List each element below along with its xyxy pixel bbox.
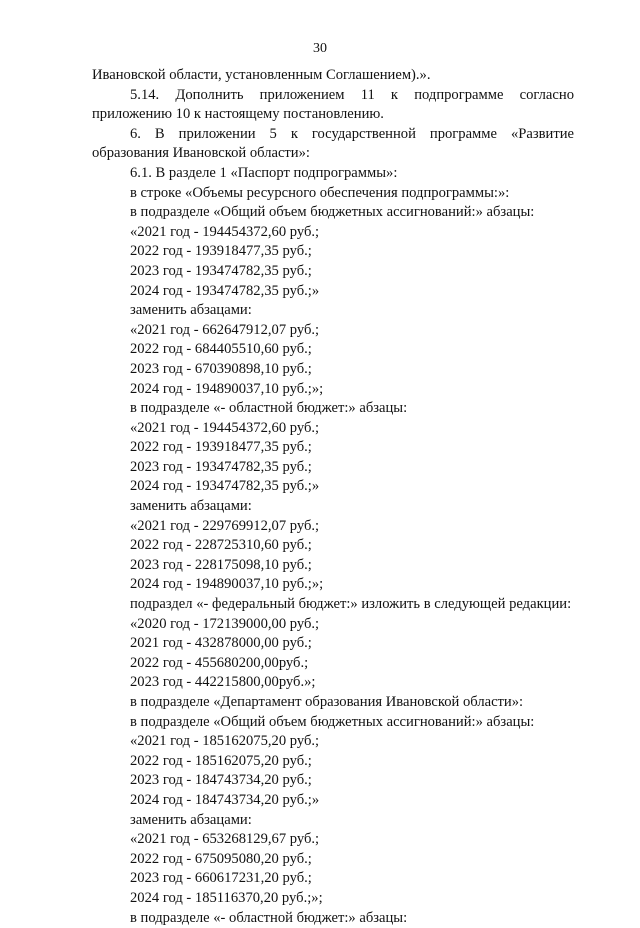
paragraph: «2021 год - 653268129,67 руб.; bbox=[130, 831, 320, 848]
paragraph: «2021 год - 194454372,60 руб.; bbox=[130, 223, 320, 240]
paragraph: 2023 год - 442215800,00руб.»; bbox=[130, 674, 316, 691]
paragraph: в подразделе «Общий объем бюджетных ассигнований:» абзацы: bbox=[130, 204, 535, 221]
paragraph: 2023 год - 193474782,35 руб.; bbox=[130, 458, 312, 475]
paragraph: 2024 год - 193474782,35 руб.;» bbox=[130, 478, 320, 495]
paragraph: 2022 год - 185162075,20 руб.; bbox=[130, 752, 312, 769]
paragraph: в подразделе «Департамент образования Ивановской области»: bbox=[130, 694, 524, 710]
paragraph: в подразделе «- областной бюджет:» абзацы: bbox=[130, 400, 408, 417]
paragraph: заменить абзацами: bbox=[130, 811, 252, 828]
paragraph: 2023 год - 228175098,10 руб.; bbox=[130, 556, 312, 573]
paragraph: 5.14. Дополнить приложением 11 к подпрограмме согласно приложению 10 к настоящему постановлению. bbox=[92, 86, 574, 123]
paragraph: 2024 год - 194890037,10 руб.;»; bbox=[130, 576, 324, 593]
paragraph: 2024 год - 185116370,20 руб.;»; bbox=[130, 889, 323, 906]
paragraph: 6. В приложении 5 к государственной программе «Развитие образования Ивановской области»: bbox=[92, 125, 574, 162]
paragraph: 2023 год - 670390898,10 руб.; bbox=[130, 360, 312, 377]
paragraph: заменить абзацами: bbox=[130, 302, 252, 319]
paragraph: 2023 год - 193474782,35 руб.; bbox=[130, 262, 312, 279]
paragraph: заменить абзацами: bbox=[130, 498, 252, 515]
paragraph: 6.1. В разделе 1 «Паспорт подпрограммы»: bbox=[130, 164, 398, 181]
paragraph: 2023 год - 184743734,20 руб.; bbox=[130, 772, 312, 789]
paragraph: «2021 год - 662647912,07 руб.; bbox=[130, 321, 320, 338]
paragraph: в подразделе «Общий объем бюджетных ассигнований:» абзацы: bbox=[130, 713, 535, 730]
paragraph: 2022 год - 684405510,60 руб.; bbox=[130, 341, 312, 358]
paragraph: 2022 год - 675095080,20 руб.; bbox=[130, 850, 312, 867]
document-body bbox=[92, 66, 574, 928]
paragraph: 2021 год - 432878000,00 руб.; bbox=[130, 635, 312, 652]
paragraph: «2021 год - 229769912,07 руб.; bbox=[130, 517, 320, 534]
paragraph: 2022 год - 228725310,60 руб.; bbox=[130, 537, 312, 554]
paragraph: в строке «Объемы ресурсного обеспечения подпрограммы:»: bbox=[130, 184, 510, 201]
paragraph: 2024 год - 193474782,35 руб.;» bbox=[130, 282, 320, 299]
paragraph: 2022 год - 193918477,35 руб.; bbox=[130, 243, 312, 260]
paragraph: 2024 год - 184743734,20 руб.;» bbox=[130, 791, 320, 808]
paragraph: 2024 год - 194890037,10 руб.;»; bbox=[130, 380, 324, 397]
page-number: 30 bbox=[313, 41, 327, 56]
paragraph: 2023 год - 660617231,20 руб.; bbox=[130, 870, 312, 887]
paragraph: «2021 год - 185162075,20 руб.; bbox=[130, 733, 320, 750]
paragraph: подраздел «- федеральный бюджет:» изложить в следующей редакции: bbox=[130, 596, 572, 613]
paragraph: «2020 год - 172139000,00 руб.; bbox=[130, 615, 320, 632]
paragraph: в подразделе «- областной бюджет:» абзацы: bbox=[130, 909, 408, 926]
paragraph: «2021 год - 194454372,60 руб.; bbox=[130, 419, 320, 436]
paragraph: Ивановской области, установленным Соглашением).». bbox=[92, 67, 431, 83]
paragraph: 2022 год - 455680200,00руб.; bbox=[130, 654, 309, 671]
paragraph: 2022 год - 193918477,35 руб.; bbox=[130, 439, 312, 456]
